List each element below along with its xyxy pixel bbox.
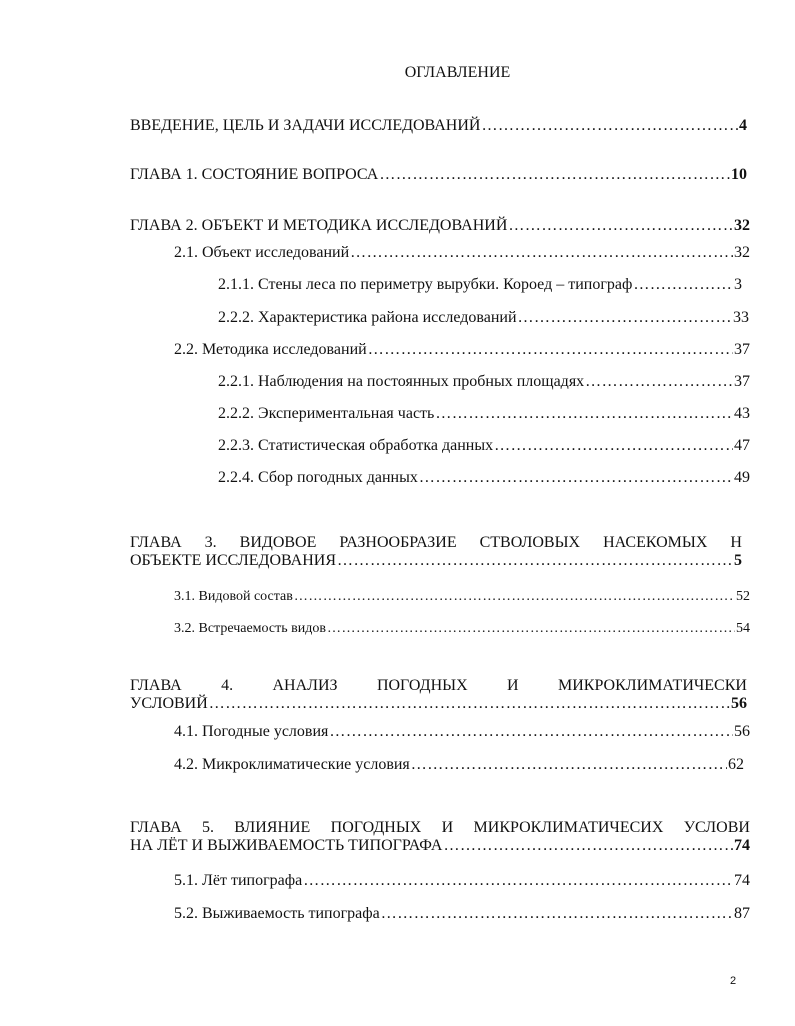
toc-entry-first-line bbox=[130, 819, 750, 837]
toc-entry-s3-2 bbox=[174, 621, 750, 637]
toc-entry-page: 49 bbox=[734, 469, 750, 486]
toc-entry-s4-1 bbox=[174, 723, 750, 741]
word: 3. bbox=[204, 534, 217, 551]
word: УСЛОВИ bbox=[683, 819, 750, 836]
toc-entry-text: 4.1. Погодные условия bbox=[174, 723, 329, 740]
toc-entry-ch2 bbox=[130, 217, 750, 235]
toc-entry-text: 2.2.3. Статистическая обработка данных bbox=[218, 437, 494, 454]
toc-entry-page: 47 bbox=[734, 437, 750, 454]
toc-entry-text: 2.1.1. Стены леса по периметру вырубки. Короед – типограф bbox=[218, 276, 633, 293]
toc-title: ОГЛАВЛЕНИЕ bbox=[404, 64, 511, 81]
toc-entry-s5-1 bbox=[174, 872, 750, 890]
word: ПОГОДНЫХ bbox=[376, 677, 468, 694]
toc-entry-page: 37 bbox=[734, 341, 750, 358]
word: РАЗНООБРАЗИЕ bbox=[339, 534, 457, 551]
word: Н bbox=[730, 534, 742, 551]
toc-entry-s2-2-2a bbox=[218, 309, 749, 327]
toc-entry-s2-2-3 bbox=[218, 437, 750, 455]
toc-entry-page: 62 bbox=[728, 756, 744, 773]
toc-entry-page: 33 bbox=[733, 309, 749, 326]
toc-entry-page: 56 bbox=[734, 723, 750, 740]
toc-entry-page: 43 bbox=[734, 405, 750, 422]
word: ПОГОДНЫХ bbox=[330, 819, 422, 836]
toc-entry-s3-1 bbox=[174, 589, 750, 605]
word: ГЛАВА bbox=[130, 677, 182, 694]
toc-entry-s2-2-2 bbox=[218, 405, 750, 423]
word: ГЛАВА bbox=[130, 819, 182, 836]
toc-entry-page: 74 bbox=[734, 837, 750, 854]
word: МИКРОКЛИМАТИЧЕСКИ bbox=[557, 677, 747, 694]
toc-entry-first-line bbox=[130, 677, 747, 695]
word: НАСЕКОМЫХ bbox=[603, 534, 708, 551]
toc-entry-text: УСЛОВИЙ bbox=[130, 695, 208, 712]
toc-entry-text: 2.1. Объект исследований bbox=[174, 244, 350, 261]
word: МИКРОКЛИМАТИЧЕСИХ bbox=[473, 819, 664, 836]
toc-entry-text: 2.2.2. Характеристика района исследований bbox=[218, 309, 517, 326]
toc-entry-s4-2 bbox=[174, 756, 744, 774]
toc-entry-text: ОБЪЕКТЕ ИССЛЕДОВАНИЯ bbox=[130, 552, 337, 569]
toc-entry-ch4 bbox=[130, 677, 747, 713]
word: И bbox=[507, 677, 519, 694]
toc-entry-s5-2 bbox=[174, 905, 750, 923]
toc-entry-ch1 bbox=[130, 166, 747, 184]
toc-entry-text: 4.2. Микроклиматические условия bbox=[174, 756, 410, 773]
word: ГЛАВА bbox=[130, 534, 182, 551]
toc-entry-text: 3.1. Видовой состав bbox=[174, 589, 293, 604]
page-number: 2 bbox=[730, 975, 737, 987]
toc-entry-page: 74 bbox=[734, 872, 750, 889]
toc-entry-page: 87 bbox=[734, 905, 750, 922]
toc-entry-s2-2-4 bbox=[218, 469, 750, 487]
toc-entry-text: 2.2.4. Сбор погодных данных bbox=[218, 469, 418, 486]
toc-entry-ch5 bbox=[130, 819, 750, 855]
toc-entry-text: 5.1. Лёт типографа bbox=[174, 872, 303, 889]
toc-entry-first-line bbox=[130, 534, 742, 552]
toc-entry-text: ГЛАВА 2. ОБЪЕКТ И МЕТОДИКА ИССЛЕДОВАНИЙ bbox=[130, 217, 508, 234]
word: АНАЛИЗ bbox=[272, 677, 338, 694]
toc-entry-text: ГЛАВА 1. СОСТОЯНИЕ ВОПРОСА bbox=[130, 166, 379, 183]
toc-entry-page: 4 bbox=[739, 117, 747, 134]
toc-entry-page: 56 bbox=[731, 695, 747, 712]
toc-entry-text: ВВЕДЕНИЕ, ЦЕЛЬ И ЗАДАЧИ ИССЛЕДОВАНИЙ bbox=[130, 117, 481, 134]
toc-entry-page: 32 bbox=[734, 217, 750, 234]
toc-entry-s2-1 bbox=[174, 244, 750, 262]
toc-entry-text: 2.2. Методика исследований bbox=[174, 341, 367, 358]
toc-entry-page: 54 bbox=[736, 621, 750, 636]
toc-entry-page: 10 bbox=[731, 166, 747, 183]
toc-entry-text: 2.2.2. Экспериментальная часть bbox=[218, 405, 435, 422]
toc-entry-ch3 bbox=[130, 534, 742, 570]
toc-entry-page: 52 bbox=[736, 589, 750, 604]
word: И bbox=[441, 819, 454, 836]
toc-entry-s2-2-1 bbox=[218, 373, 750, 391]
toc-entry-s2-2 bbox=[174, 341, 750, 359]
toc-entry-text: 5.2. Выживаемость типографа bbox=[174, 905, 380, 922]
toc-entry-text: 3.2. Встречаемость видов bbox=[174, 621, 326, 636]
toc-entry-text: 2.2.1. Наблюдения на постоянных пробных площадях bbox=[218, 373, 585, 390]
word: 5. bbox=[201, 819, 214, 836]
word: 4. bbox=[221, 677, 234, 694]
word: ВИДОВОЕ bbox=[239, 534, 317, 551]
word: ВЛИЯНИЕ bbox=[234, 819, 311, 836]
toc-entry-intro bbox=[130, 117, 747, 135]
toc-entry-s2-1-1 bbox=[218, 276, 742, 294]
word: СТВОЛОВЫХ bbox=[479, 534, 581, 551]
toc-entry-page: 3 bbox=[734, 276, 742, 293]
toc-entry-text: НА ЛЁТ И ВЫЖИВАЕМОСТЬ ТИПОГРАФА bbox=[130, 837, 443, 854]
toc-entry-page: 37 bbox=[734, 373, 750, 390]
toc-entry-page: 5 bbox=[734, 552, 742, 569]
toc-entry-page: 32 bbox=[734, 244, 750, 261]
